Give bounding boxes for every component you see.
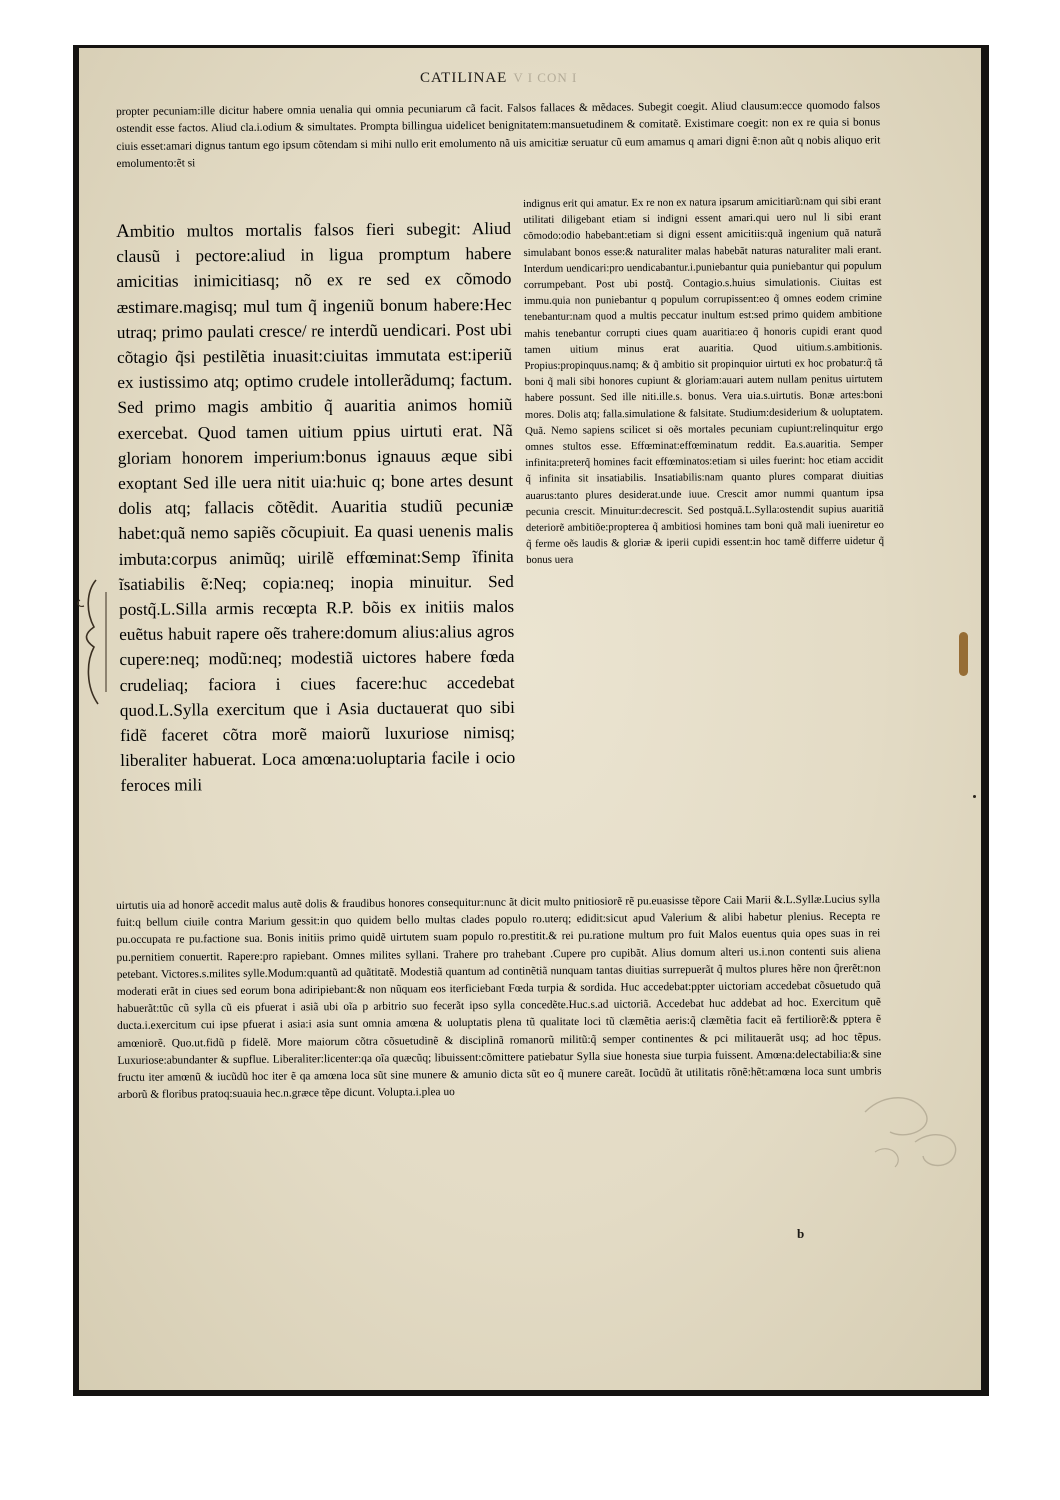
ink-dot: [973, 795, 976, 798]
commentary-right: indignus erit qui amatur. Ex re non ex natura ipsarum amicitiarũ:nam qui sibi erant utilitati diligebant etiam si indigni essent amari.qui uero nul li sibi erant cõmodo:odio habebant:etiam si digni essent amicitiis:quã ingenium quã naturã simulabant bonos esse:& naturaliter malas habebãt naturas naturaliter mali erant. Interdum uendicari:pro uendicabantur.i.puniebantur quia puniebantur qui populum corrumpebant. Post ubi postq̃. Contagio.s.huius simulationis. Ciuitas est immu.quia non puniebantur q populum corrupissent:eo q̃ omnes eodem crimine tenebantur:nam quod a multis peccatur inultum est:sed primo quidem ambitione mahis tenebantur corrupti ciues quam auaritia:eo q̃ honoris cupidi erant quod tamen uitium minus erat auaritia. Quod uitium.s.ambitionis. Propius:propinquus.namq; & q̃ ambitio sit propinquior uirtuti ex hoc probatur:q̃ tã boni q̃ mali sibi honores cupiunt & gloriam:auari autem nullam penitus uirtutem habere possunt. Sed ille niti.ille.s. bonus. Vera uia.s.uirtutis. Bonæ artes:boni mores. Dolis atq; falla.simulatione & falsitate. Studium:desiderium & uoluptatem. Quã. Nemo sapiens scilicet si oẽs mortales pecuniam cupiunt:relinquitur ergo omnes stultos esse. Effœminat:effœminatum reddit. Ea.s.auaritia. Semper infinita:preterq̃ homines facit effœminatos:etiam si uiles fuerint: hoc etiam accidit q̃ infinita sit insatiabilis. Insatiabilis:nam quanto plures comparat diuitias auarus:tanto plures desiderat.unde iuue. Crescit amor nummi quantum ipsa pecunia crescit. Minuitur:decrescit. Sed postquã.L.Sylla:ostendit supius auaritiã deteriorẽ ambitiõe:propterea q̃ ambitiosi homines tam boni quã mali iueniretur eo q̃ ferme oẽs laudis & gloriæ & iperii cupidi essent:in hoc tamẽ differre uidetur q̃ bonus uera: [523, 194, 885, 567]
bleed-through-watermark: [855, 1082, 970, 1177]
ink-stain: [959, 632, 968, 676]
running-head: [420, 70, 578, 94]
commentary-bottom: uirtutis uia ad honorẽ accedit malus autẽ dolis & fraudibus honores consequitur:nunc ãt dicit multo pnitiosiorẽ rẽ pu.euasisse tẽpore Caii Marii &.L.Syllæ.Lucius sylla fuit:q bellum ciuile contra Marium gessit:in quo quidem bello multas clades populo ro.uterq; edidit:sicut apud Valerium & alibi habetur plenius. Recepta re pu.occupata re pu.factione sua. Bonis initiis primo quidẽ uirtutem suam populo ro.prestitit.& rei pu.ratione multum pro fuit Malos euentus quia opes suas in rei pu.pernitiem conuertit. Rapere:pro rapiebant. Omnes milites syllani. Trahere pro trahebant .Cupere pro cupibãt. Alius domum alteri us.i.non contenti suis aliena petebant. Victores.s.milites sylle.Modum:quantũ ad quãtitatẽ. Modestiã quantum ad continẽtiã nunquam tantas diuitias surrepuerãt q̃ multos plures hẽre non q̃rerẽt:non moderati erãt in ciues sed eorum bona adiripiebant:& non nũquam eos iterficiebant Fœda turpia & sordida. Huc accedebat:ppter uictoriam accedebat cõsuetudo quã habuerãt:tũc cũ sylla cũ eis pfuerat i asiã ubi oĩa p arbitrio suo fecerãt ipso sylla concedẽte.Huc.s.ad uictoriã. Accedebat huc addebat ad hoc. Exercitum quẽ ducta.i.exercitum cui ipse pfuerat i asia:i asia sunt omnia amœna & uoluptatis plena tũ qualitate loci tũ clæmẽtia aeris:q̃ clæmẽtia facit eã fertiliorẽ:& pptera ẽ amœniorẽ. Quo.ut.fidũ p fidelẽ. More maiorum cõtra cõsuetudinẽ & disciplinã romanorũ militũ:q̃ semper continentes & pci militauerãt usq; ad hoc tẽpus. Luxuriose:abundanter & supflue. Liberaliter:licenter:qa oĩa quæcũq; libuissent:cõmittere patiebatur Sylla siue honesta siue turpia fuissent. Amœna:delectabilia:& sine fructu iter amœnũ & iucũdũ hoc iter ẽ qa amœna loca sũt sine munere & amunio dicta sũt eo q̃ munere careãt. Iocũdũ ãt utilitatis rõnẽ:hẽt:amœna loca sunt umbris arborũ & floribus pratoq:suauia hec.n.græce tẽpe dicunt. Volupta.i.plea uo: [116, 893, 882, 1102]
signature-mark: b: [797, 1226, 805, 1241]
running-head-title: CATILINAE: [420, 70, 508, 86]
running-head-bleed-through: V I CON I: [513, 70, 578, 85]
marginal-bracket-mark: [76, 572, 126, 712]
commentary-top: propter pecuniam:ille dicitur habere omnia uenalia qui omnia pecuniarum cã facit. Falsos fallaces & mẽdaces. Subegit coegit. Aliud clausum:ecce quomodo falsos ostendit esse factos. Aliud cla.i.odium & simultates. Prompta billingua uidelicet benignitatem:mansuetudinem & comitatẽ. Existimare coegit: non ex re quia si bonus ciuis esset:amari dignus tantum ego ipsum cõtendam si mihi nullo erit emolumento nã uis amicitiæ seruatur cũ eum amamus q amari digni ẽ:non aũt q nobis aliquo erit emolumento:ẽt si: [116, 99, 881, 170]
main-text-block: Ambitio multos mortalis falsos fieri subegit: Aliud clausũ i pectore:aliud in ligua promptum habere amicitias inimicitiasq; nõ ex re sed ex cõmodo æstimare.magisq; mul tum q̃ ingeniũ bonum habere:Hec utraq; primo paulati cresce/ re interdũ uendicari. Post ubi cõtagio q̃si pestilẽtia inuasit:ciuitas immutata est:iperiũ ex iustissimo atq; optimo crudele intollerãdumq; factum. Sed primo magis ambitio q̃ auaritia animos homiũ exercebat. Quod tamen uitium ppius uirtuti erat. Nã gloriam honorem imperium:bonus ignauus æque sibi exoptant Sed ille uera nitit uia:huic q; bone artes desunt dolis atq; fallacis cõtẽdit. Auaritia studiũ pecuniæ habet:quã nemo sapiẽs cõcupiuit. Ea quasi uenenis malis imbuta:corpus animũq; uirilẽ effœminat:Semp ĩfinita ĩsatiabilis ẽ:Neq; copia:neq; inopia minuitur. Sed postq̃.L.Silla armis recœpta R.P. bõis ex initiis malos euẽtus habuit rapere oẽs trahere:domum alius:alius agros cupere:neq; modũ:neq; modestiã uictores habere fœda crudeliaq; faciora i ciues facere:huc accedebat quod.L.Sylla exercitum que i Asia ductauerat quo sibi fidẽ faceret cõtra morẽ maiorũ luxuriose nimisq; liberaliter habuerat. Loca amœna:uoluptaria facile i ocio feroces mili: [116, 218, 516, 796]
